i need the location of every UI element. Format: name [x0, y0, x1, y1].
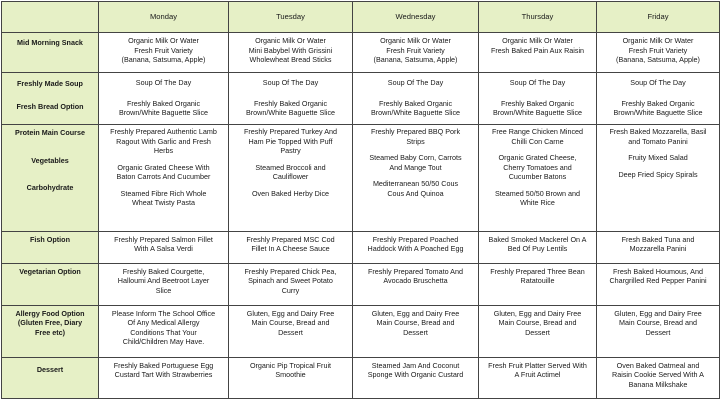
menu-item-line: Gluten, Egg and Dairy Free — [371, 308, 460, 318]
row-label-fish — [2, 231, 99, 263]
bread-item-line: Brown/White Baguette Slice — [118, 108, 209, 118]
spacer — [600, 146, 716, 153]
carbohydrate-item-line: Wheat Twisty Pasta — [132, 198, 195, 208]
cell-dessert-monday — [99, 357, 229, 398]
menu-item-line: Main Course, Bread and — [498, 318, 577, 328]
menu-item-line: Mini Babybel With Grissini — [248, 45, 333, 55]
spacer — [232, 182, 349, 189]
vegetable-item-line: Steamed Baby Corn, Carrots — [369, 153, 462, 163]
protein-item-line: Strips — [406, 136, 425, 146]
vegetable-item-line: Cucumber Batons — [508, 172, 567, 182]
menu-item-line: Main Course, Bread and — [619, 318, 697, 328]
protein-item-line: and Tomato Panini — [628, 136, 688, 146]
soup-item: Soup Of The Day — [135, 78, 192, 88]
row-label-main — [2, 125, 99, 231]
menu-item-line: Organic Milk Or Water — [128, 36, 199, 45]
menu-item-line: Gluten, Egg and Dairy Free — [493, 308, 582, 318]
bread-item-line: Brown/White Baguette Slice — [245, 108, 336, 118]
vegetable-item-line: And Mange Tout — [389, 162, 442, 172]
label-fish: Fish Option — [30, 234, 70, 244]
cell-veg-wednesday — [353, 263, 479, 305]
menu-item-line: Organic Milk Or Water — [380, 36, 451, 45]
menu-item-line: Slice — [155, 285, 172, 295]
menu-item-line: Fresh Baked Pain Aux Raisin — [490, 45, 585, 55]
cell-allergy-tuesday — [229, 305, 353, 357]
soup-item: Soup Of The Day — [509, 78, 566, 88]
protein-item-line: Fresh Baked Mozzarella, Basil — [609, 127, 707, 137]
row-label-vegetarian — [2, 263, 99, 305]
menu-item-line: Organic Milk Or Water — [255, 36, 326, 45]
menu-item-line: A Fruit Actimel — [514, 370, 561, 380]
menu-item-line: Dessert — [403, 327, 428, 337]
menu-item-line: Avocado Bruschetta — [383, 276, 448, 286]
menu-item-line: Curry — [281, 285, 300, 295]
cell-soup-bread-wednesday — [353, 73, 479, 125]
menu-item-line: Dessert — [645, 327, 671, 337]
row-label-soup-bread — [2, 73, 99, 125]
menu-item-line: Freshly Prepared Poached — [372, 234, 459, 244]
menu-item-line: Please Inform The School Office — [111, 308, 216, 318]
carbohydrate-item-line: White Rice — [520, 198, 555, 208]
protein-item-line: Chilli Con Carne — [511, 136, 564, 146]
menu-item-line: Steamed Jam And Coconut — [371, 360, 460, 370]
menu-item-line: Wholewheat Bread Sticks — [249, 55, 332, 64]
cell-allergy-wednesday — [353, 305, 479, 357]
menu-item-line: Freshly Baked Portuguese Egg — [113, 360, 214, 370]
protein-item-line: Pastry — [280, 146, 301, 156]
menu-item-line: Ratatouille — [520, 276, 555, 286]
menu-item-line: Freshly Baked Courgette, — [122, 266, 205, 276]
vegetable-item-line: Baton Carrots And Cucumber — [116, 172, 211, 182]
spacer — [482, 88, 593, 99]
corner-cell — [2, 2, 99, 33]
menu-item-line: Smoothie — [275, 370, 306, 380]
menu-item-line: Child/Children May Have. — [122, 337, 205, 347]
row-label-allergy — [2, 305, 99, 357]
label-vegetarian: Vegetarian Option — [19, 266, 81, 276]
menu-item-line: Bed Of Puy Lentils — [507, 244, 568, 254]
menu-item-line: Gluten, Egg and Dairy Free — [246, 308, 335, 318]
menu-item-line: Freshly Prepared Salmon Fillet — [114, 234, 213, 244]
menu-item-line: Fresh Baked Tuna and — [621, 234, 695, 244]
carbohydrate-item-line: Steamed Fibre Rich Whole — [120, 188, 207, 198]
menu-item-line: Conditions That Your — [130, 327, 197, 337]
menu-item-line: Baked Smoked Mackerel On A — [488, 234, 587, 244]
row-label-snack — [2, 33, 99, 73]
carbohydrate-item-line: Steamed 50/50 Brown and — [494, 188, 581, 198]
row-dessert — [2, 357, 720, 398]
spacer — [600, 88, 716, 99]
menu-item-line: Freshly Prepared Chick Pea, — [244, 266, 337, 276]
spacer — [356, 146, 475, 153]
row-main-course — [2, 125, 720, 231]
label-bread: Fresh Bread Option — [16, 101, 84, 111]
bread-item-line: Brown/White Baguette Slice — [370, 108, 461, 118]
protein-item-line: Freshly Prepared Turkey And — [243, 127, 338, 137]
cell-main-thursday — [479, 125, 597, 231]
cell-main-monday — [99, 125, 229, 231]
cell-dessert-thursday — [479, 357, 597, 398]
cell-snack-friday — [597, 33, 720, 73]
carbohydrate-item-line: Deep Fried Spicy Spirals — [618, 169, 698, 179]
menu-item-line: Freshly Prepared MSC Cod — [246, 234, 335, 244]
menu-item-line: Sponge With Organic Custard — [367, 370, 464, 380]
cell-soup-bread-thursday — [479, 73, 597, 125]
cell-snack-thursday — [479, 33, 597, 73]
day-header-thursday: Thursday — [479, 2, 597, 33]
vegetable-item-line: Steamed Broccoli and — [255, 162, 326, 172]
label-snack: Mid Morning Snack — [17, 38, 83, 47]
spacer — [232, 156, 349, 163]
vegetable-item-line: Fruity Mixed Salad — [628, 153, 688, 163]
cell-snack-tuesday — [229, 33, 353, 73]
protein-item-line: Ham Pie Topped With Puff — [248, 136, 333, 146]
menu-item-line: Fresh Fruit Variety — [134, 45, 193, 55]
menu-item-line: (Banana, Satsuma, Apple) — [373, 55, 458, 64]
menu-item-line: Spinach and Sweet Potato — [248, 276, 333, 286]
label-carbohydrate: Carbohydrate — [26, 183, 74, 193]
spacer — [482, 146, 593, 153]
cell-soup-bread-tuesday — [229, 73, 353, 125]
cell-veg-friday — [597, 263, 720, 305]
menu-item-line: Mozzarella Panini — [629, 244, 687, 254]
vegetable-item-line: Cauliflower — [272, 172, 309, 182]
bread-item-line: Freshly Baked Organic — [253, 98, 328, 108]
menu-item-line: Raisin Cookie Served With A — [612, 370, 704, 380]
cell-veg-monday — [99, 263, 229, 305]
bread-item-line: Brown/White Baguette Slice — [613, 108, 703, 118]
cell-soup-bread-friday — [597, 73, 720, 125]
cell-dessert-friday — [597, 357, 720, 398]
row-label-dessert — [2, 357, 99, 398]
row-snack — [2, 33, 720, 73]
carbohydrate-item-line: Cous And Quinoa — [387, 188, 444, 198]
day-header-wednesday: Wednesday — [353, 2, 479, 33]
label-line: Free etc) — [35, 327, 65, 337]
protein-item-line: Free Range Chicken Minced — [491, 127, 584, 137]
label-allergy — [5, 309, 95, 338]
menu-item-line: Banana Milkshake — [628, 379, 688, 389]
bread-item-line: Freshly Baked Organic — [500, 98, 575, 108]
label-soup: Freshly Made Soup — [17, 79, 83, 89]
menu-item-line: Organic Pip Tropical Fruit — [249, 360, 332, 370]
cell-fish-wednesday — [353, 231, 479, 263]
cell-fish-thursday — [479, 231, 597, 263]
day-header-tuesday: Tuesday — [229, 2, 353, 33]
cell-main-wednesday — [353, 125, 479, 231]
menu-item-line: Main Course, Bread and — [376, 318, 455, 328]
menu-item-line: Dessert — [525, 327, 550, 337]
cell-snack-monday — [99, 33, 229, 73]
menu-item-line: Halloumi And Beetroot Layer — [117, 276, 210, 286]
menu-item-line: Dessert — [278, 327, 303, 337]
cell-soup-bread-monday — [99, 73, 229, 125]
soup-item: Soup Of The Day — [630, 78, 686, 88]
menu-item-line: (Banana, Satsuma, Apple) — [121, 55, 206, 64]
label-line: (Gluten Free, Diary — [17, 318, 83, 328]
label-dessert: Dessert — [36, 364, 64, 374]
spacer — [102, 156, 225, 163]
menu-item-line: Main Course, Bread and — [251, 318, 330, 328]
menu-item-line: Chargrilled Red Pepper Panini — [609, 276, 707, 286]
vegetable-item-line: Cherry Tomatoes and — [503, 162, 572, 172]
day-header-monday: Monday — [99, 2, 229, 33]
label-protein: Protein Main Course — [15, 128, 85, 138]
row-fish — [2, 231, 720, 263]
menu-item-line: Fresh Fruit Variety — [386, 45, 445, 55]
menu-item-line: Fresh Baked Houmous, And — [613, 266, 703, 276]
protein-item-line: Freshly Prepared BBQ Pork — [370, 127, 461, 137]
spacer — [356, 88, 475, 99]
cell-allergy-thursday — [479, 305, 597, 357]
spacer — [102, 88, 225, 99]
spacer — [356, 172, 475, 179]
vegetable-item-line: Organic Grated Cheese, — [498, 153, 577, 163]
protein-item-line: Ragout With Garlic and Fresh — [116, 136, 211, 146]
bread-item-line: Freshly Baked Organic — [126, 98, 201, 108]
menu-item-line: Fresh Fruit Platter Served With — [488, 360, 587, 370]
menu-item-line: Fillet In A Cheese Sauce — [251, 244, 330, 254]
menu-item-line: Haddock With A Poached Egg — [367, 244, 464, 254]
spacer — [482, 182, 593, 189]
header-row — [2, 2, 720, 33]
bread-item-line: Freshly Baked Organic — [378, 98, 453, 108]
spacer — [600, 163, 716, 170]
menu-item-line: Fresh Fruit Variety — [628, 45, 688, 55]
vegetable-item-line: Organic Grated Cheese With — [117, 162, 210, 172]
menu-item-line: (Banana, Satsuma, Apple) — [616, 55, 700, 64]
cell-snack-wednesday — [353, 33, 479, 73]
bread-item-line: Brown/White Baguette Slice — [492, 108, 583, 118]
carbohydrate-item-line: Mediterranean 50/50 Cous — [372, 179, 459, 189]
spacer — [102, 182, 225, 189]
cell-dessert-wednesday — [353, 357, 479, 398]
cell-main-tuesday — [229, 125, 353, 231]
row-soup-bread — [2, 73, 720, 125]
cell-main-friday — [597, 125, 720, 231]
protein-item-line: Herbs — [153, 146, 174, 156]
row-allergy — [2, 305, 720, 357]
soup-item: Soup Of The Day — [262, 78, 319, 88]
day-header-friday: Friday — [597, 2, 720, 33]
menu-item-line: Of Any Medical Allergy — [127, 318, 200, 328]
cell-veg-tuesday — [229, 263, 353, 305]
cell-allergy-monday — [99, 305, 229, 357]
carbohydrate-item-line: Oven Baked Herby Dice — [251, 188, 330, 198]
cell-fish-monday — [99, 231, 229, 263]
cell-dessert-tuesday — [229, 357, 353, 398]
label-line: Allergy Food Option — [15, 308, 85, 318]
menu-item-line: Organic Milk Or Water — [622, 36, 694, 45]
weekly-menu-table — [1, 1, 720, 399]
cell-allergy-friday — [597, 305, 720, 357]
menu-item-line: With A Salsa Verdi — [134, 244, 193, 254]
label-vegetables: Vegetables — [31, 155, 69, 165]
menu-item-line: Oven Baked Oatmeal and — [616, 360, 700, 370]
bread-item-line: Freshly Baked Organic — [621, 98, 695, 108]
spacer — [232, 88, 349, 99]
menu-item-line: Organic Milk Or Water — [502, 36, 573, 45]
menu-item-line: Custard Tart With Strawberries — [114, 370, 213, 380]
menu-item-line: Freshly Prepared Tomato And — [368, 266, 463, 276]
menu-item-line: Gluten, Egg and Dairy Free — [614, 308, 702, 318]
menu-item-line: Freshly Prepared Three Bean — [490, 266, 585, 276]
row-vegetarian — [2, 263, 720, 305]
cell-veg-thursday — [479, 263, 597, 305]
protein-item-line: Freshly Prepared Authentic Lamb — [110, 127, 217, 137]
cell-fish-tuesday — [229, 231, 353, 263]
soup-item: Soup Of The Day — [387, 78, 444, 88]
cell-fish-friday — [597, 231, 720, 263]
